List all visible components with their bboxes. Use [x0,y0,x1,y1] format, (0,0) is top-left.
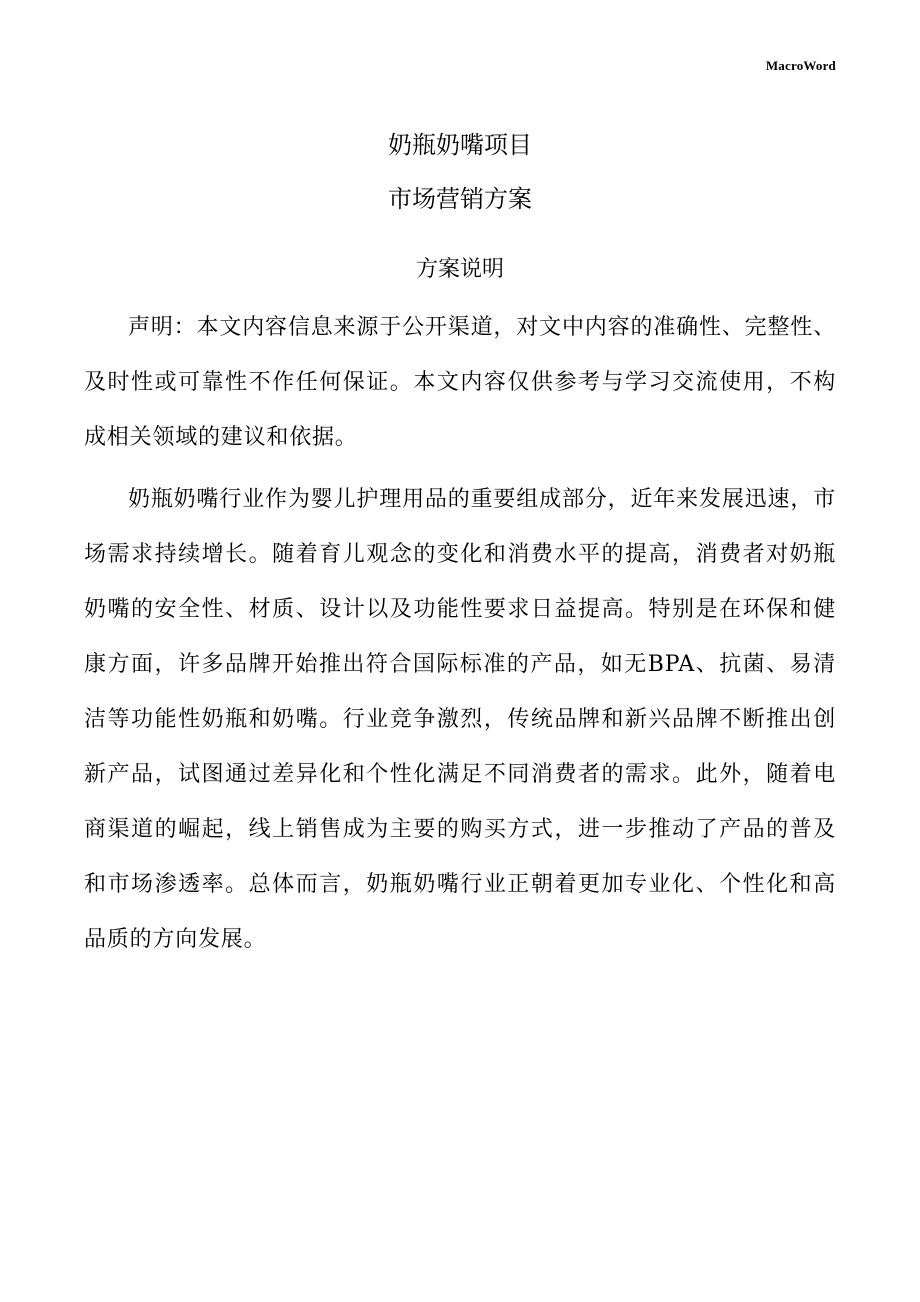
header-brand: MacroWord [765,58,836,73]
section-heading: 方案说明 [415,257,504,282]
industry-paragraph: 奶瓶奶嘴行业作为婴儿护理用品的重要组成部分，近年来发展迅速，市场需求持续增长。随着育儿观念的变化和消费水平的提高，消费者对奶瓶奶嘴的安全性、材质、设计以及功能性要求日益提高。特别是在环保和健康方面，许多品牌开始推出符合国际标准的产品，如无BPA、抗菌、易清洁等功能性奶瓶和奶嘴。行业竞争激烈，传统品牌和新兴品牌不断推出创新产品，试图通过差异化和个性化满足不同消费者的需求。此外，随着电商渠道的崛起，线上销售成为主要的购买方式，进一步推动了产品的普及和市场渗透率。总体而言，奶瓶奶嘴行业正朝着更加专业化、个性化和高品质的方向发展。 [84,487,836,952]
title-line-2: 市场营销方案 [388,185,532,213]
title-line-1: 奶瓶奶嘴项目 [388,131,532,159]
disclaimer-paragraph: 声明：本文内容信息来源于公开渠道，对文中内容的准确性、完整性、及时性或可靠性不作任何保证。本文内容仅供参考与学习交流使用，不构成相关领域的建议和依据。 [84,315,836,450]
document-title [0,118,920,226]
